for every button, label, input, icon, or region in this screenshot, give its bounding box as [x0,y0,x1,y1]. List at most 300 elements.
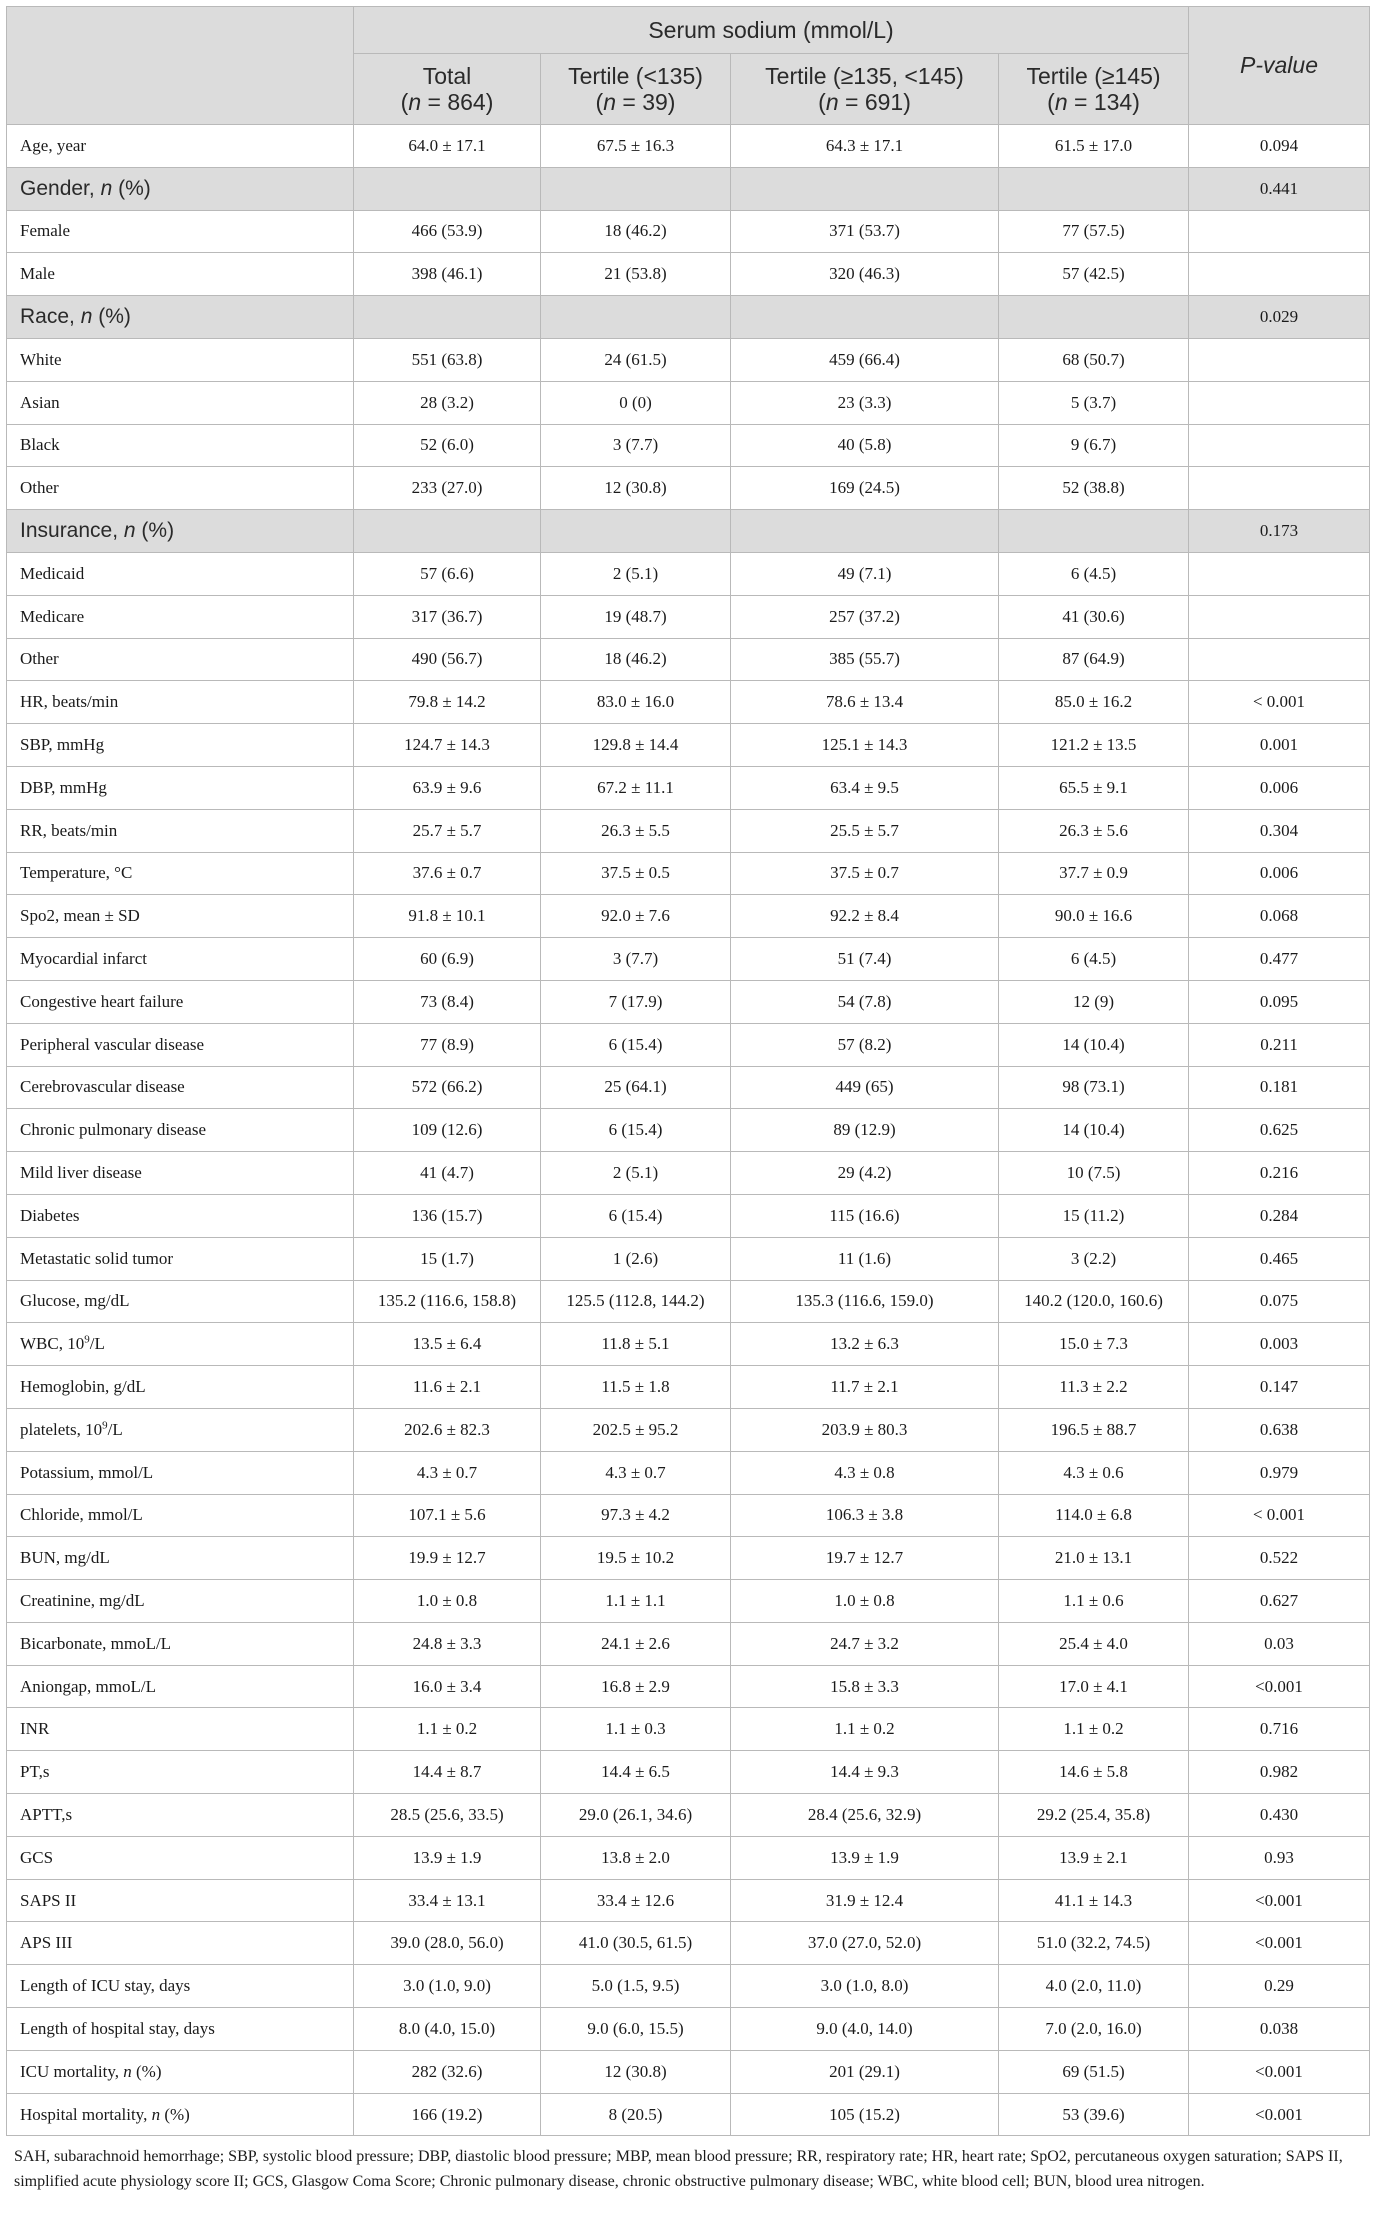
cell-pvalue: 0.029 [1189,296,1370,339]
row-label [7,1494,354,1537]
cell-tertile-high: 69 (51.5) [999,2050,1189,2093]
row-label-text: Medicaid [20,563,85,583]
table-row [7,1451,1370,1494]
row-label [7,2008,354,2051]
cell-tertile-low: 2 (5.1) [541,1152,731,1195]
row-label [7,1280,354,1323]
cell-pvalue: 0.075 [1189,1280,1370,1323]
row-label-text: Male [20,264,55,284]
table-row [7,1922,1370,1965]
cell-pvalue: 0.477 [1189,938,1370,981]
row-label-text: Other [20,649,59,669]
cell-tertile-mid: 11 (1.6) [731,1237,999,1280]
cell-total: 13.5 ± 6.4 [354,1323,541,1366]
cell-tertile-high: 41 (30.6) [999,595,1189,638]
cell-total: 73 (8.4) [354,980,541,1023]
cell-tertile-high: 3 (2.2) [999,1237,1189,1280]
row-label-text: SBP, mmHg [20,735,105,755]
cell-tertile-low: 25 (64.1) [541,1066,731,1109]
col-header-tertile-high: Tertile (≥145) (n = 134) [999,54,1189,125]
cell-tertile-high: 14.6 ± 5.8 [999,1751,1189,1794]
row-label [7,766,354,809]
cell-total: 136 (15.7) [354,1194,541,1237]
row-label [7,809,354,852]
table-row [7,2008,1370,2051]
cell-pvalue [1189,424,1370,467]
cell-tertile-low: 37.5 ± 0.5 [541,852,731,895]
row-label [7,467,354,510]
cell-tertile-mid: 14.4 ± 9.3 [731,1751,999,1794]
table-row [7,1836,1370,1879]
cell-tertile-mid: 51 (7.4) [731,938,999,981]
cell-tertile-low: 29.0 (26.1, 34.6) [541,1794,731,1837]
cell-total [354,167,541,210]
cell-tertile-high: 21.0 ± 13.1 [999,1537,1189,1580]
cell-tertile-mid: 49 (7.1) [731,552,999,595]
cell-total: 13.9 ± 1.9 [354,1836,541,1879]
row-label [7,724,354,767]
cell-total: 52 (6.0) [354,424,541,467]
row-label-text: RR, beats/min [20,820,118,840]
row-label-text: HR, beats/min [20,692,119,712]
row-label-text: Spo2, mean ± SD [20,906,140,926]
row-label [7,1023,354,1066]
row-label-text: Glucose, mg/dL [20,1291,130,1311]
cell-pvalue: 0.003 [1189,1323,1370,1366]
cell-tertile-low: 202.5 ± 95.2 [541,1408,731,1451]
row-label [7,2050,354,2093]
cell-tertile-mid: 40 (5.8) [731,424,999,467]
cell-tertile-high: 1.1 ± 0.6 [999,1580,1189,1623]
cell-tertile-low: 1.1 ± 1.1 [541,1580,731,1623]
cell-total: 282 (32.6) [354,2050,541,2093]
table-row [7,1323,1370,1366]
cell-total: 64.0 ± 17.1 [354,125,541,168]
row-label [7,1922,354,1965]
cell-pvalue: 0.216 [1189,1152,1370,1195]
row-label-text: White [20,349,62,369]
cell-tertile-high: 114.0 ± 6.8 [999,1494,1189,1537]
cell-tertile-mid: 371 (53.7) [731,210,999,253]
row-label [7,638,354,681]
cell-tertile-mid: 89 (12.9) [731,1109,999,1152]
cell-tertile-high: 15 (11.2) [999,1194,1189,1237]
table-row [7,1794,1370,1837]
table-row [7,1537,1370,1580]
table-row [7,681,1370,724]
cell-tertile-mid: 28.4 (25.6, 32.9) [731,1794,999,1837]
cell-pvalue: 0.173 [1189,510,1370,553]
cell-total: 28 (3.2) [354,381,541,424]
row-label [7,424,354,467]
table-row [7,253,1370,296]
cell-tertile-mid: 25.5 ± 5.7 [731,809,999,852]
cell-pvalue: < 0.001 [1189,1494,1370,1537]
cell-tertile-mid: 135.3 (116.6, 159.0) [731,1280,999,1323]
row-label-text: BUN, mg/dL [20,1548,110,1568]
table-body [7,125,1370,2136]
cell-tertile-mid: 320 (46.3) [731,253,999,296]
row-label-text: Chloride, mmol/L [20,1505,143,1525]
row-label [7,595,354,638]
cell-total: 28.5 (25.6, 33.5) [354,1794,541,1837]
cell-tertile-low: 67.2 ± 11.1 [541,766,731,809]
table-row [7,1879,1370,1922]
cell-pvalue: 0.982 [1189,1751,1370,1794]
cell-tertile-mid: 385 (55.7) [731,638,999,681]
row-label [7,1879,354,1922]
table-row [7,467,1370,510]
row-label-text: Insurance, n (%) [20,519,175,543]
row-label [7,895,354,938]
cell-tertile-high: 9 (6.7) [999,424,1189,467]
cell-pvalue: <0.001 [1189,1922,1370,1965]
cell-pvalue [1189,467,1370,510]
row-label-part: /L [107,1419,123,1439]
row-label [7,552,354,595]
cell-pvalue: 0.627 [1189,1580,1370,1623]
row-label-text: Potassium, mmol/L [20,1462,154,1482]
row-label-text: Mild liver disease [20,1163,142,1183]
row-label-text: Chronic pulmonary disease [20,1120,207,1140]
cell-pvalue: 0.441 [1189,167,1370,210]
cell-tertile-high: 14 (10.4) [999,1023,1189,1066]
cell-tertile-low: 1 (2.6) [541,1237,731,1280]
cell-pvalue: 0.979 [1189,1451,1370,1494]
row-label-text: Hospital mortality, n (%) [20,2104,190,2124]
cell-pvalue: <0.001 [1189,2050,1370,2093]
cell-tertile-mid: 203.9 ± 80.3 [731,1408,999,1451]
row-label-part: WBC, 10 [20,1334,85,1354]
cell-pvalue [1189,552,1370,595]
cell-tertile-mid: 1.0 ± 0.8 [731,1580,999,1623]
cell-tertile-mid: 11.7 ± 2.1 [731,1366,999,1409]
table-row [7,1408,1370,1451]
cell-total: 14.4 ± 8.7 [354,1751,541,1794]
table-row [7,852,1370,895]
cell-tertile-mid: 64.3 ± 17.1 [731,125,999,168]
cell-tertile-low: 67.5 ± 16.3 [541,125,731,168]
cell-total: 124.7 ± 14.3 [354,724,541,767]
cell-tertile-high: 26.3 ± 5.6 [999,809,1189,852]
cell-tertile-mid: 201 (29.1) [731,2050,999,2093]
table-row [7,1580,1370,1623]
cell-total: 37.6 ± 0.7 [354,852,541,895]
row-label [7,681,354,724]
cell-tertile-mid: 15.8 ± 3.3 [731,1665,999,1708]
cell-tertile-mid: 9.0 (4.0, 14.0) [731,2008,999,2051]
cell-total: 233 (27.0) [354,467,541,510]
row-label [7,125,354,168]
cell-pvalue [1189,253,1370,296]
cell-tertile-low: 13.8 ± 2.0 [541,1836,731,1879]
cell-pvalue [1189,381,1370,424]
cell-total: 202.6 ± 82.3 [354,1408,541,1451]
row-label-superscript: 9 [102,1419,108,1432]
cell-tertile-low: 33.4 ± 12.6 [541,1879,731,1922]
cell-pvalue: 0.304 [1189,809,1370,852]
cell-tertile-high: 196.5 ± 88.7 [999,1408,1189,1451]
row-label-text: APTT,s [20,1804,73,1824]
cell-pvalue: 0.147 [1189,1366,1370,1409]
col-header-tertile-mid: Tertile (≥135, <145) (n = 691) [731,54,999,125]
row-label-text: Peripheral vascular disease [20,1034,205,1054]
cell-tertile-mid: 92.2 ± 8.4 [731,895,999,938]
cell-pvalue: 0.93 [1189,1836,1370,1879]
row-label-text: Asian [20,392,60,412]
cell-total: 77 (8.9) [354,1023,541,1066]
col-header-total: Total (n = 864) [354,54,541,125]
cell-pvalue: 0.095 [1189,980,1370,1023]
row-label [7,1066,354,1109]
cell-tertile-high: 51.0 (32.2, 74.5) [999,1922,1189,1965]
cell-tertile-low: 11.5 ± 1.8 [541,1366,731,1409]
cell-tertile-high: 13.9 ± 2.1 [999,1836,1189,1879]
cell-tertile-high: 4.0 (2.0, 11.0) [999,1965,1189,2008]
cell-tertile-high: 77 (57.5) [999,210,1189,253]
cell-pvalue: 0.430 [1189,1794,1370,1837]
table-row [7,424,1370,467]
cell-tertile-low: 1.1 ± 0.3 [541,1708,731,1751]
cell-tertile-low: 129.8 ± 14.4 [541,724,731,767]
cell-pvalue: 0.211 [1189,1023,1370,1066]
cell-tertile-low: 11.8 ± 5.1 [541,1323,731,1366]
cell-total: 41 (4.7) [354,1152,541,1195]
cell-pvalue [1189,595,1370,638]
cell-pvalue: <0.001 [1189,1665,1370,1708]
table-row [7,595,1370,638]
row-label-text: Hemoglobin, g/dL [20,1377,146,1396]
baseline-characteristics-table [6,6,1370,2136]
cell-pvalue [1189,638,1370,681]
cell-tertile-high: 11.3 ± 2.2 [999,1366,1189,1409]
cell-tertile-high: 52 (38.8) [999,467,1189,510]
cell-tertile-mid: 105 (15.2) [731,2093,999,2136]
cell-tertile-mid: 57 (8.2) [731,1023,999,1066]
cell-tertile-low [541,296,731,339]
section-row [7,167,1370,210]
cell-tertile-mid: 169 (24.5) [731,467,999,510]
row-label [7,1323,354,1366]
cell-total: 39.0 (28.0, 56.0) [354,1922,541,1965]
cell-tertile-low: 125.5 (112.8, 144.2) [541,1280,731,1323]
row-label [7,1665,354,1708]
table-container [6,6,1369,2195]
cell-total: 572 (66.2) [354,1066,541,1109]
table-row [7,1237,1370,1280]
row-label-text: Race, n (%) [20,305,131,329]
row-label-text: Myocardial infarct [20,949,147,969]
cell-tertile-mid [731,296,999,339]
table-row [7,125,1370,168]
table-row [7,809,1370,852]
cell-total: 490 (56.7) [354,638,541,681]
row-label-text: Cerebrovascular disease [20,1077,185,1097]
cell-tertile-high: 87 (64.9) [999,638,1189,681]
cell-tertile-high [999,167,1189,210]
cell-tertile-low: 6 (15.4) [541,1023,731,1066]
row-label-text: Length of hospital stay, days [20,2018,215,2038]
cell-tertile-low: 19.5 ± 10.2 [541,1537,731,1580]
cell-tertile-high [999,510,1189,553]
cell-total: 79.8 ± 14.2 [354,681,541,724]
table-row [7,724,1370,767]
cell-total: 398 (46.1) [354,253,541,296]
cell-pvalue: 0.038 [1189,2008,1370,2051]
cell-tertile-low: 12 (30.8) [541,467,731,510]
cell-tertile-high: 68 (50.7) [999,338,1189,381]
cell-tertile-high: 121.2 ± 13.5 [999,724,1189,767]
cell-tertile-low: 18 (46.2) [541,638,731,681]
cell-tertile-mid: 13.9 ± 1.9 [731,1836,999,1879]
row-label-text: PT,s [20,1762,50,1782]
table-row [7,1622,1370,1665]
row-label [7,1708,354,1751]
table-row [7,338,1370,381]
table-row [7,1066,1370,1109]
cell-total: 551 (63.8) [354,338,541,381]
cell-pvalue: <0.001 [1189,2093,1370,2136]
cell-tertile-high: 53 (39.6) [999,2093,1189,2136]
row-label-text: Other [20,478,59,498]
cell-pvalue: 0.716 [1189,1708,1370,1751]
cell-pvalue: < 0.001 [1189,681,1370,724]
cell-total: 11.6 ± 2.1 [354,1366,541,1409]
cell-tertile-mid: 1.1 ± 0.2 [731,1708,999,1751]
cell-tertile-mid: 37.5 ± 0.7 [731,852,999,895]
cell-total [354,296,541,339]
cell-tertile-high [999,296,1189,339]
pvalue-header: P-value [1189,7,1370,125]
cell-tertile-low: 12 (30.8) [541,2050,731,2093]
cell-pvalue: 0.068 [1189,895,1370,938]
row-label-text: Gender, n (%) [20,176,151,200]
cell-total: 19.9 ± 12.7 [354,1537,541,1580]
cell-tertile-low: 0 (0) [541,381,731,424]
row-label [7,1451,354,1494]
row-label-text: Length of ICU stay, days [20,1976,191,1996]
cell-total: 24.8 ± 3.3 [354,1622,541,1665]
cell-pvalue: 0.284 [1189,1194,1370,1237]
table-row [7,2050,1370,2093]
cell-total: 1.1 ± 0.2 [354,1708,541,1751]
row-label-text: Creatinine, mg/dL [20,1590,145,1610]
cell-total: 63.9 ± 9.6 [354,766,541,809]
cell-tertile-mid: 459 (66.4) [731,338,999,381]
cell-tertile-mid [731,510,999,553]
row-label [7,167,354,210]
row-label-text: ICU mortality, n (%) [20,2061,162,2081]
cell-tertile-high: 6 (4.5) [999,938,1189,981]
cell-tertile-low: 3 (7.7) [541,938,731,981]
row-label [7,510,354,553]
cell-tertile-mid: 106.3 ± 3.8 [731,1494,999,1537]
cell-tertile-mid: 13.2 ± 6.3 [731,1323,999,1366]
table-row [7,2093,1370,2136]
cell-tertile-low: 3 (7.7) [541,424,731,467]
row-label-text: Female [20,221,71,241]
cell-pvalue: 0.625 [1189,1109,1370,1152]
cell-tertile-high: 7.0 (2.0, 16.0) [999,2008,1189,2051]
cell-pvalue: 0.638 [1189,1408,1370,1451]
cell-tertile-low: 26.3 ± 5.5 [541,809,731,852]
cell-total: 4.3 ± 0.7 [354,1451,541,1494]
cell-pvalue: 0.001 [1189,724,1370,767]
cell-tertile-high: 4.3 ± 0.6 [999,1451,1189,1494]
cell-tertile-mid: 19.7 ± 12.7 [731,1537,999,1580]
row-label-text: GCS [20,1847,54,1867]
cell-total: 33.4 ± 13.1 [354,1879,541,1922]
cell-tertile-low: 14.4 ± 6.5 [541,1751,731,1794]
cell-total: 15 (1.7) [354,1237,541,1280]
row-label [7,1836,354,1879]
cell-total: 25.7 ± 5.7 [354,809,541,852]
cell-total: 3.0 (1.0, 9.0) [354,1965,541,2008]
cell-total: 166 (19.2) [354,2093,541,2136]
cell-tertile-high: 15.0 ± 7.3 [999,1323,1189,1366]
cell-tertile-low [541,510,731,553]
cell-tertile-low: 5.0 (1.5, 9.5) [541,1965,731,2008]
cell-tertile-high: 6 (4.5) [999,552,1189,595]
row-label [7,296,354,339]
cell-pvalue: 0.006 [1189,766,1370,809]
table-row [7,980,1370,1023]
cell-pvalue: 0.03 [1189,1622,1370,1665]
cell-tertile-high: 37.7 ± 0.9 [999,852,1189,895]
cell-tertile-high: 61.5 ± 17.0 [999,125,1189,168]
row-label [7,938,354,981]
cell-tertile-mid: 24.7 ± 3.2 [731,1622,999,1665]
row-label [7,1152,354,1195]
row-label [7,1622,354,1665]
cell-total: 1.0 ± 0.8 [354,1580,541,1623]
row-label [7,253,354,296]
cell-tertile-mid: 4.3 ± 0.8 [731,1451,999,1494]
cell-pvalue: 0.006 [1189,852,1370,895]
row-label-text: Bicarbonate, mmoL/L [20,1633,172,1653]
cell-tertile-low: 18 (46.2) [541,210,731,253]
row-label [7,1965,354,2008]
row-label [7,852,354,895]
section-row [7,510,1370,553]
row-label [7,1408,354,1451]
row-label-text: Metastatic solid tumor [20,1248,173,1268]
cell-pvalue: 0.094 [1189,125,1370,168]
cell-tertile-mid: 257 (37.2) [731,595,999,638]
table-row [7,1751,1370,1794]
row-label [7,210,354,253]
cell-tertile-low: 9.0 (6.0, 15.5) [541,2008,731,2051]
cell-tertile-low: 16.8 ± 2.9 [541,1665,731,1708]
table-row [7,638,1370,681]
cell-pvalue: 0.29 [1189,1965,1370,2008]
cell-tertile-mid: 3.0 (1.0, 8.0) [731,1965,999,2008]
cell-tertile-low: 92.0 ± 7.6 [541,895,731,938]
row-label-text: DBP, mmHg [20,777,107,797]
row-label-part: platelets, 10 [20,1419,103,1439]
cell-total: 16.0 ± 3.4 [354,1665,541,1708]
cell-tertile-low: 2 (5.1) [541,552,731,595]
row-label-text: APS III [20,1933,73,1953]
cell-tertile-mid [731,167,999,210]
cell-tertile-low: 7 (17.9) [541,980,731,1023]
cell-pvalue: <0.001 [1189,1879,1370,1922]
table-row [7,552,1370,595]
cell-tertile-low: 4.3 ± 0.7 [541,1451,731,1494]
cell-tertile-mid: 23 (3.3) [731,381,999,424]
row-label-text: Age, year [20,135,87,155]
cell-pvalue: 0.465 [1189,1237,1370,1280]
